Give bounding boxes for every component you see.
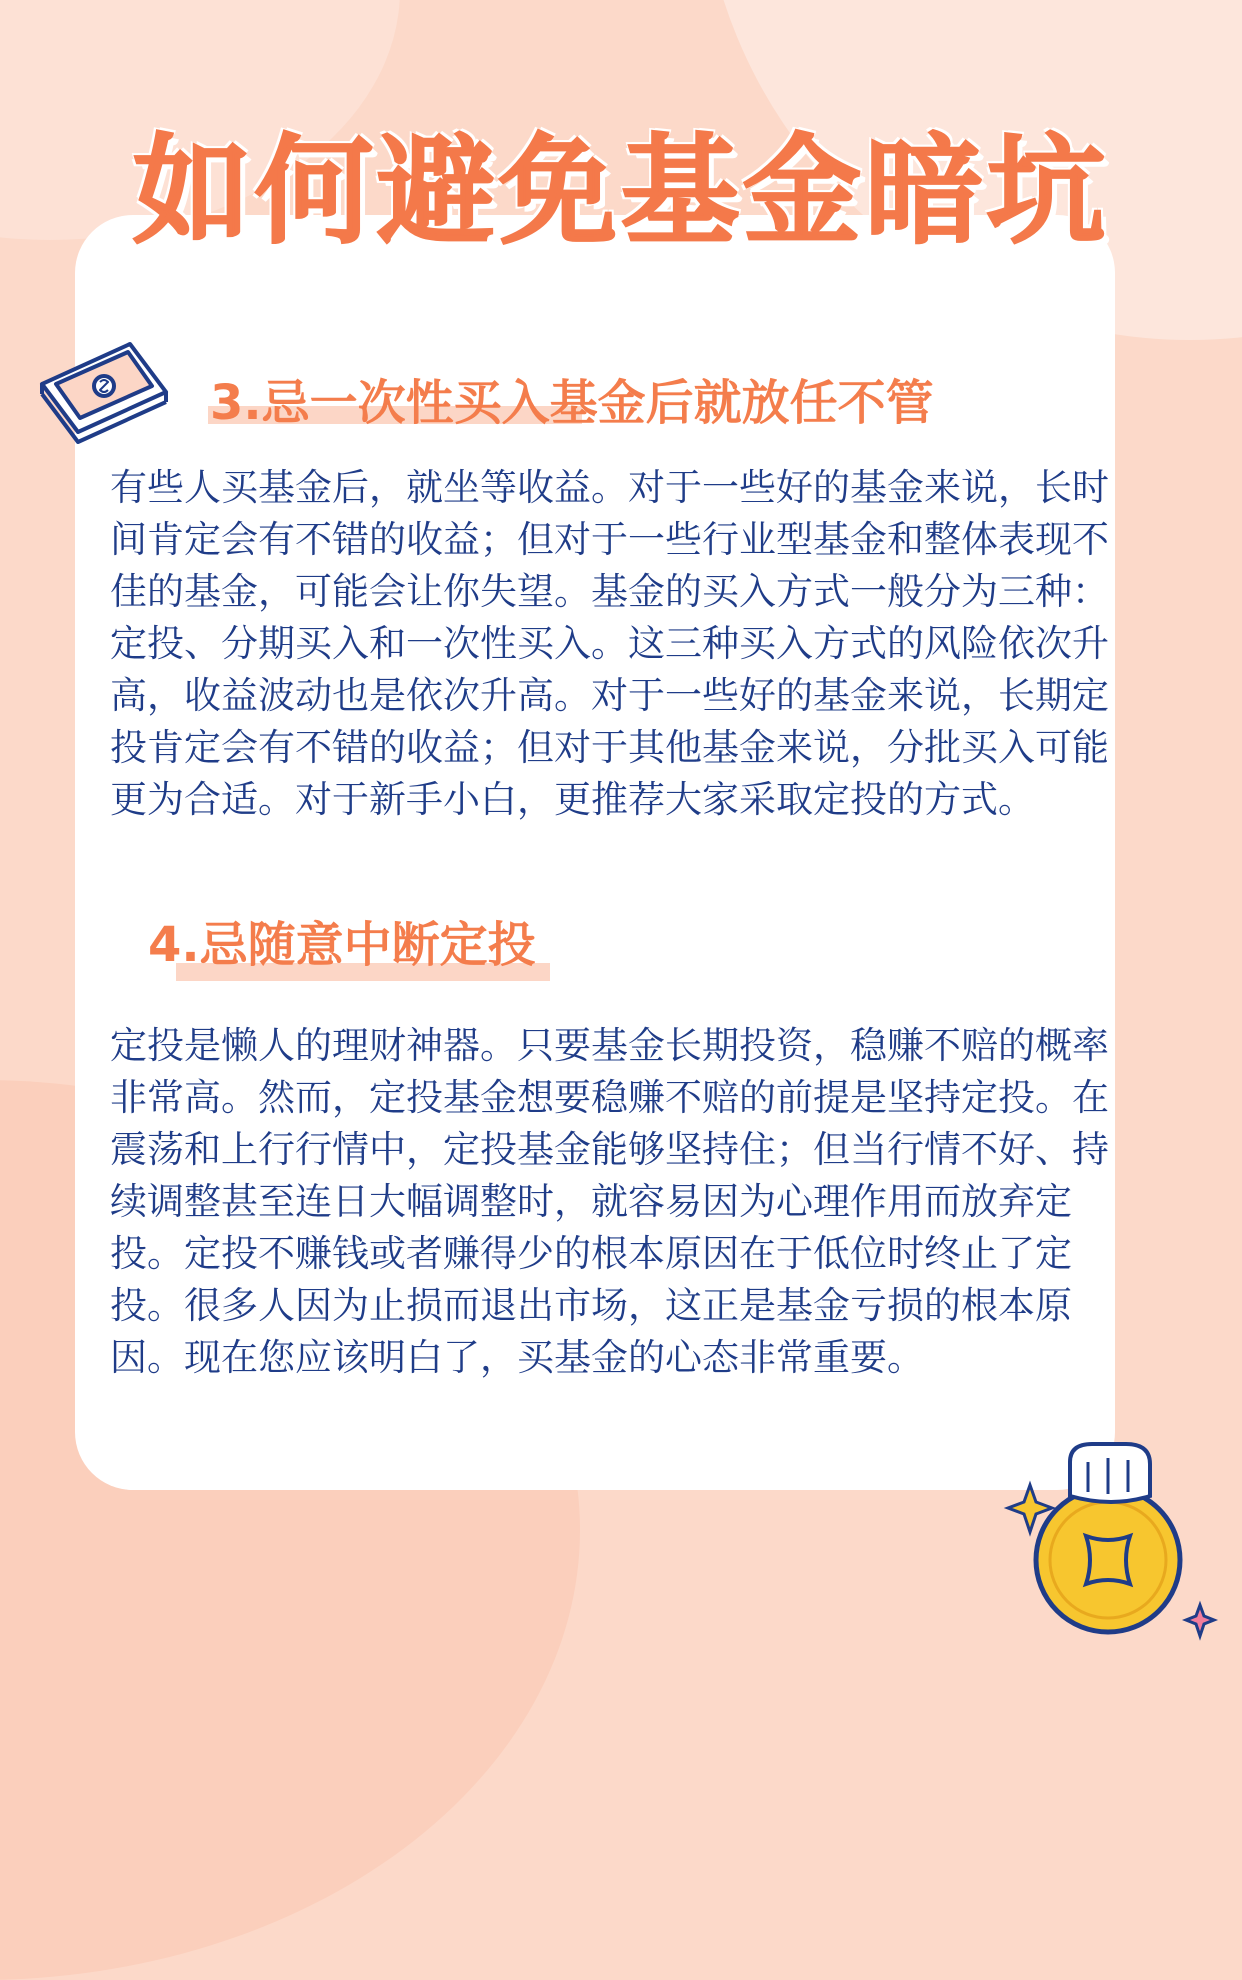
money-stack-icon [34, 336, 174, 450]
section-heading: 4.忌随意中断定投 [148, 917, 536, 973]
page-title: 如何避免基金暗坑 [132, 122, 1109, 260]
coin-in-hand-icon [1000, 1440, 1230, 1664]
section-paragraph: 有些人买基金后，就坐等收益。对于一些好的基金来说，长时间肯定会有不错的收益；但对于一些行业型基金和整体表现不佳的基金，可能会让你失望。基金的买入方式一般分为三种：定投、分期买入和一次性买入。这三种买入方式的风险依次升高，收益波动也是依次升高。对于一些好的基金来说，长期定投肯定会有不错的收益；但对于其他基金来说，分批买入可能更为合适。对于新手小白，更推荐大家采取定投的方式。 [110, 466, 1109, 821]
section-heading: 3.忌一次性买入基金后就放任不管 [210, 375, 934, 431]
section-paragraph: 定投是懒人的理财神器。只要基金长期投资，稳赚不赔的概率非常高。然而，定投基金想要稳赚不赔的前提是坚持定投。在震荡和上行行情中，定投基金能够坚持住；但当行情不好、持续调整甚至连日大幅调整时，就容易因为心理作用而放弃定投。定投不赚钱或者赚得少的根本原因在于低位时终止了定投。很多人因为止损而退出市场，这正是基金亏损的根本原因。现在您应该明白了，买基金的心态非常重要。 [110, 1024, 1109, 1379]
